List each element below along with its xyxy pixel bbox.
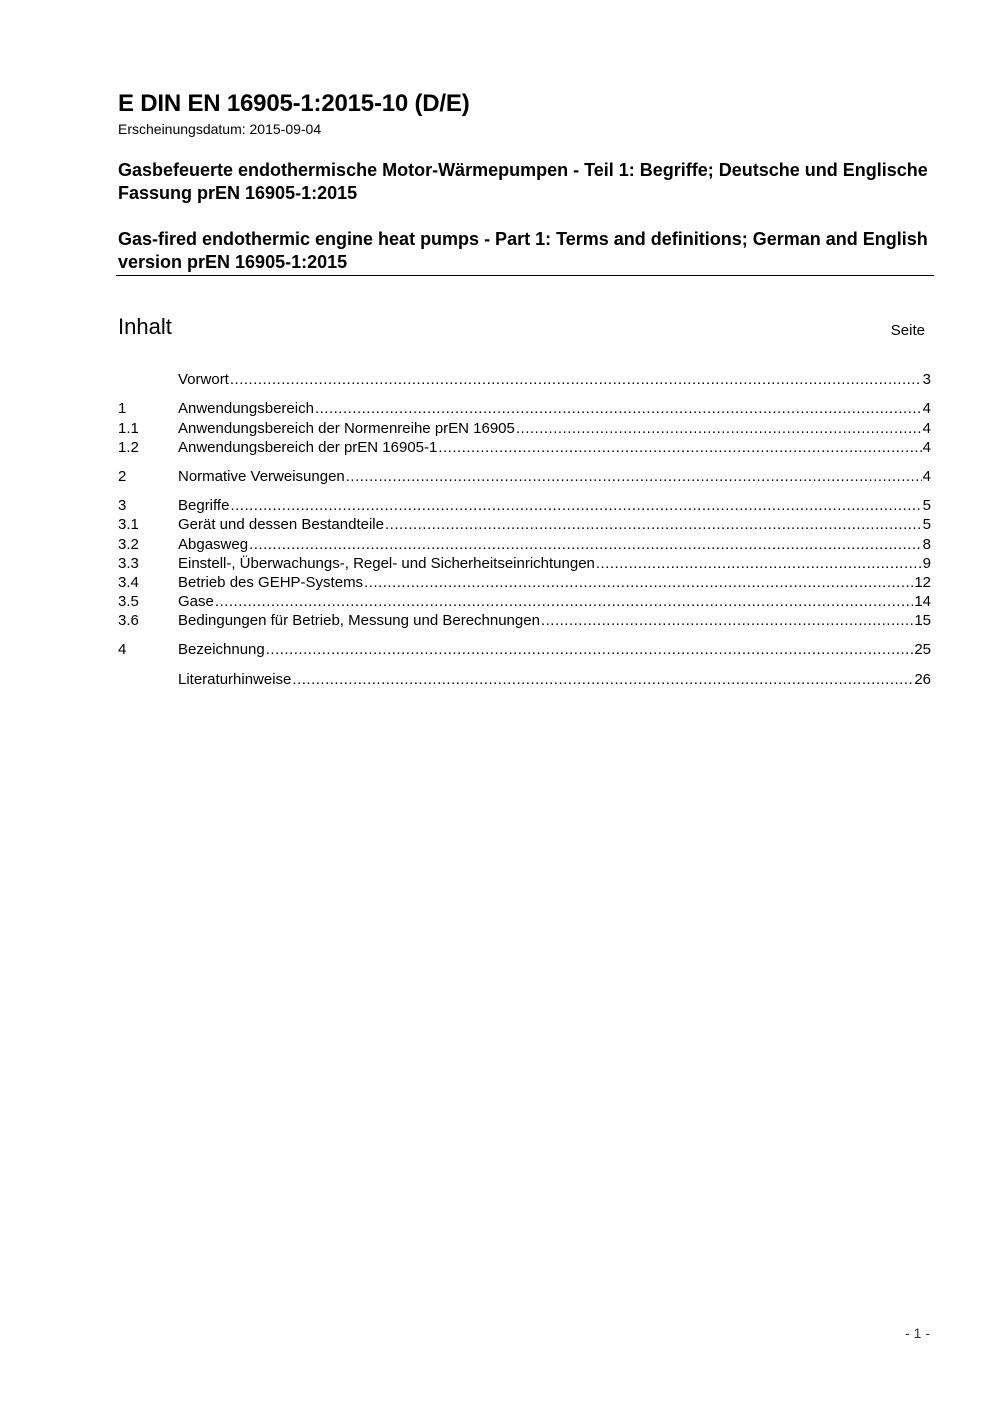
toc-entry-label: Anwendungsbereich der Normenreihe prEN 16905 bbox=[178, 419, 515, 437]
toc-entry-label: Anwendungsbereich der prEN 16905-1 bbox=[178, 438, 438, 456]
toc-entry-number: 3 bbox=[118, 497, 127, 515]
document-title: E DIN EN 16905-1:2015-10 (D/E) bbox=[118, 90, 470, 117]
toc-entry-3-1[interactable] bbox=[118, 515, 931, 534]
toc-entry-1-2[interactable] bbox=[118, 438, 931, 457]
toc-entry-label: Literaturhinweise bbox=[178, 670, 292, 688]
toc-leader-dots bbox=[516, 419, 922, 438]
toc-entry-label: Betrieb des GEHP-Systems bbox=[178, 573, 364, 591]
page-number: - 1 - bbox=[905, 1325, 930, 1341]
toc-leader-dots bbox=[346, 467, 922, 486]
title-divider bbox=[116, 275, 934, 276]
toc-entry-number: 3.5 bbox=[118, 593, 139, 611]
toc-leader-dots bbox=[249, 535, 922, 554]
toc-entry-3-5[interactable] bbox=[118, 592, 931, 611]
toc-entry-1[interactable] bbox=[118, 399, 931, 418]
toc-page-column-label: Seite bbox=[890, 322, 925, 339]
title-english: Gas-fired endothermic engine heat pumps - Part 1: Terms and definitions; German and English version prEN 16905-1:2015 bbox=[118, 229, 928, 272]
toc-entry-number: 3.6 bbox=[118, 612, 139, 630]
toc-entry-literaturhinweise[interactable] bbox=[118, 669, 931, 688]
toc-entry-number: 3.1 bbox=[118, 516, 139, 534]
toc-entry-label: Abgasweg bbox=[178, 535, 249, 553]
toc-entry-number: 2 bbox=[118, 467, 127, 485]
toc-entry-4[interactable] bbox=[118, 640, 931, 659]
toc-leader-dots bbox=[230, 496, 921, 515]
title-german: Gasbefeuerte endothermische Motor-Wärmepumpen - Teil 1: Begriffe; Deutsche und Englische Fassung prEN 16905-1:2015 bbox=[118, 160, 928, 203]
toc-entry-page: 8 bbox=[922, 535, 931, 553]
toc-entry-3-3[interactable] bbox=[118, 554, 931, 573]
toc-entry-page: 25 bbox=[914, 641, 931, 659]
toc-entry-page: 15 bbox=[914, 612, 931, 630]
toc-entry-label: Einstell-, Überwachungs-, Regel- und Sicherheitseinrichtungen bbox=[178, 554, 595, 572]
toc-entry-vorwort[interactable] bbox=[118, 370, 931, 389]
toc-entry-1-1[interactable] bbox=[118, 418, 931, 437]
toc-entry-3-2[interactable] bbox=[118, 534, 931, 553]
toc-entry-label: Bedingungen für Betrieb, Messung und Berechnungen bbox=[178, 612, 540, 630]
toc-entry-page: 26 bbox=[914, 670, 931, 688]
toc-entry-label: Begriffe bbox=[178, 497, 230, 515]
toc-entry-number: 1 bbox=[118, 400, 127, 418]
toc-entry-number: 3.2 bbox=[118, 535, 139, 553]
toc-entry-label: Anwendungsbereich bbox=[178, 400, 314, 418]
toc-entry-label: Gase bbox=[178, 593, 214, 611]
toc-entry-page: 3 bbox=[922, 371, 931, 389]
toc-leader-dots bbox=[266, 640, 914, 659]
publication-date: Erscheinungsdatum: 2015-09-04 bbox=[118, 121, 322, 137]
toc-entry-page: 4 bbox=[922, 467, 931, 485]
toc-entry-page: 14 bbox=[914, 593, 931, 611]
toc-leader-dots bbox=[315, 399, 922, 418]
toc-entry-number: 4 bbox=[118, 641, 127, 659]
toc-entry-3-4[interactable] bbox=[118, 573, 931, 592]
toc-entry-number: 1.1 bbox=[118, 419, 139, 437]
toc-entry-number: 1.2 bbox=[118, 438, 139, 456]
toc-leader-dots bbox=[215, 592, 913, 611]
toc-leader-dots bbox=[596, 554, 922, 573]
toc-entry-page: 4 bbox=[922, 438, 931, 456]
toc-leader-dots bbox=[364, 573, 913, 592]
toc-entry-3-6[interactable] bbox=[118, 611, 931, 630]
toc-leader-dots bbox=[292, 670, 913, 689]
toc-entry-label: Bezeichnung bbox=[178, 641, 265, 659]
toc-entry-page: 5 bbox=[922, 516, 931, 534]
toc-entry-page: 5 bbox=[922, 497, 931, 515]
toc-entry-page: 4 bbox=[922, 400, 931, 418]
toc-entry-number: 3.4 bbox=[118, 573, 139, 591]
toc-entry-page: 9 bbox=[922, 554, 931, 572]
toc-entry-page: 12 bbox=[914, 573, 931, 591]
table-of-contents bbox=[118, 370, 931, 689]
toc-entry-page: 4 bbox=[922, 419, 931, 437]
toc-entry-label: Vorwort bbox=[178, 371, 229, 389]
toc-entry-label: Normative Verweisungen bbox=[178, 467, 345, 485]
toc-leader-dots bbox=[385, 515, 922, 534]
toc-heading: Inhalt bbox=[118, 314, 172, 339]
toc-leader-dots bbox=[230, 370, 922, 389]
toc-entry-label: Gerät und dessen Bestandteile bbox=[178, 516, 384, 534]
toc-leader-dots bbox=[541, 611, 913, 630]
toc-leader-dots bbox=[438, 438, 921, 457]
toc-entry-2[interactable] bbox=[118, 467, 931, 486]
toc-entry-3[interactable] bbox=[118, 496, 931, 515]
toc-entry-number: 3.3 bbox=[118, 554, 139, 572]
